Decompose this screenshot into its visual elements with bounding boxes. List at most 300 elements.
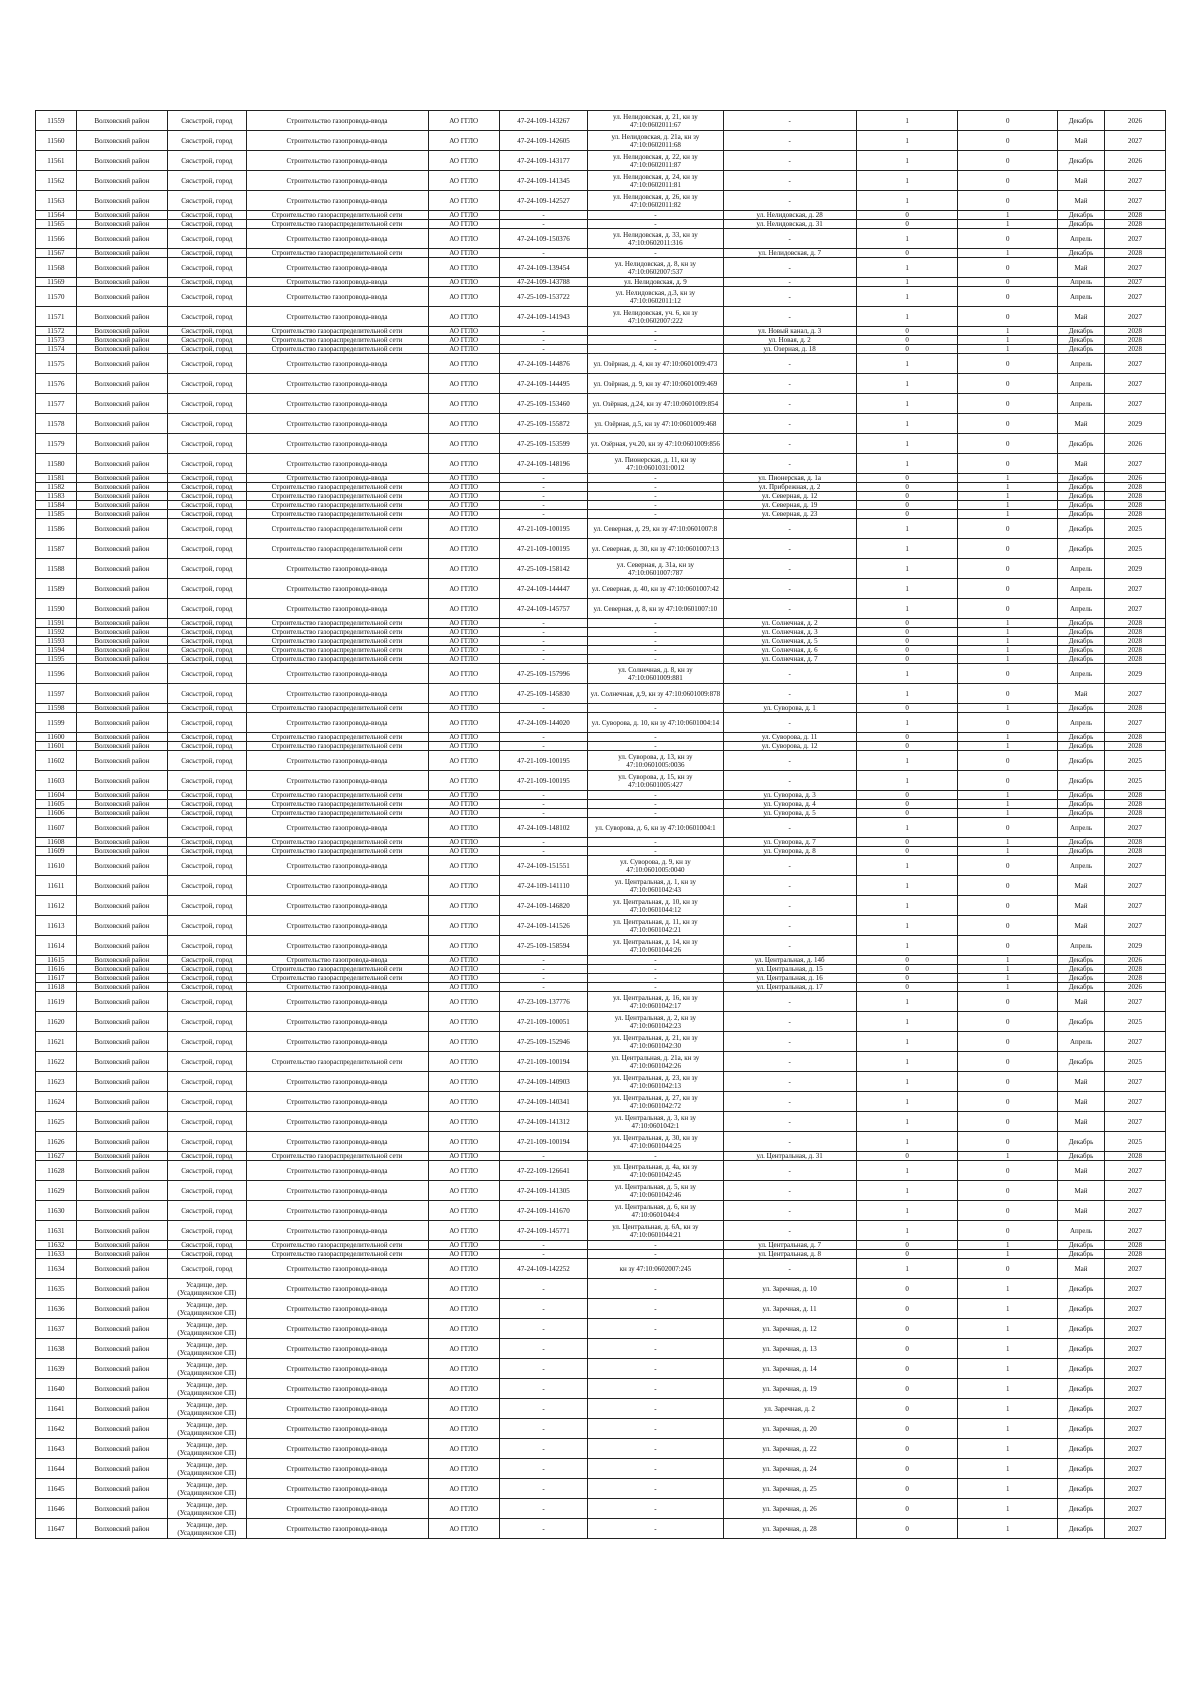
address-cell: - bbox=[723, 1072, 856, 1092]
application-number-cell: - bbox=[499, 327, 587, 336]
settlement-cell: Сясьстрой, город bbox=[168, 211, 246, 220]
year-cell: 2028 bbox=[1104, 800, 1165, 809]
month-cell: Декабрь bbox=[1058, 1012, 1105, 1032]
work-type-cell: Строительство газопровода-ввода bbox=[246, 1032, 428, 1052]
district-cell: Волховский район bbox=[76, 354, 168, 374]
year-cell: 2027 bbox=[1104, 1359, 1165, 1379]
work-type-cell: Строительство газопровода-ввода bbox=[246, 354, 428, 374]
application-number-cell: - bbox=[499, 211, 587, 220]
month-cell: Апрель bbox=[1058, 229, 1105, 249]
work-type-cell: Строительство газопровода-ввода bbox=[246, 1299, 428, 1319]
organization-cell: АО ГГЛО bbox=[428, 809, 499, 818]
address-cell: - bbox=[723, 1221, 856, 1241]
address-cadastral-cell: - bbox=[588, 220, 723, 229]
month-cell: Декабрь bbox=[1058, 474, 1105, 483]
district-cell: Волховский район bbox=[76, 1241, 168, 1250]
address-cell: ул. Суворова, д. 4 bbox=[723, 800, 856, 809]
settlement-cell: Сясьстрой, город bbox=[168, 220, 246, 229]
settlement-cell: Сясьстрой, город bbox=[168, 483, 246, 492]
address-cell: ул. Солнечная, д. 6 bbox=[723, 646, 856, 655]
address-cell: ул. Солнечная, д. 7 bbox=[723, 655, 856, 664]
organization-cell: АО ГГЛО bbox=[428, 1419, 499, 1439]
count-network-cell: 1 bbox=[958, 492, 1058, 501]
work-type-cell: Строительство газопровода-ввода bbox=[246, 307, 428, 327]
count-network-cell: 1 bbox=[958, 838, 1058, 847]
month-cell: Апрель bbox=[1058, 287, 1105, 307]
settlement-cell: Сясьстрой, город bbox=[168, 1250, 246, 1259]
address-cadastral-cell: ул. Озёрная, д.5, кн зу 47:10:0601009:468 bbox=[588, 414, 723, 434]
count-inputs-cell: 0 bbox=[856, 655, 958, 664]
organization-cell: АО ГГЛО bbox=[428, 1152, 499, 1161]
district-cell: Волховский район bbox=[76, 1299, 168, 1319]
year-cell: 2027 bbox=[1104, 307, 1165, 327]
address-cell: ул. Центральная, д. 15 bbox=[723, 965, 856, 974]
month-cell: Апрель bbox=[1058, 818, 1105, 838]
month-cell: Май bbox=[1058, 307, 1105, 327]
count-network-cell: 1 bbox=[958, 249, 1058, 258]
organization-cell: АО ГГЛО bbox=[428, 474, 499, 483]
row-number-cell: 11629 bbox=[36, 1181, 77, 1201]
work-type-cell: Строительство газопровода-ввода bbox=[246, 111, 428, 131]
table-row bbox=[36, 974, 1166, 983]
row-number-cell: 11599 bbox=[36, 713, 77, 733]
application-number-cell: - bbox=[499, 1419, 587, 1439]
count-network-cell: 1 bbox=[958, 1479, 1058, 1499]
year-cell: 2029 bbox=[1104, 664, 1165, 684]
year-cell: 2027 bbox=[1104, 1181, 1165, 1201]
month-cell: Декабрь bbox=[1058, 345, 1105, 354]
application-number-cell: - bbox=[499, 619, 587, 628]
address-cell: ул. Заречная, д. 19 bbox=[723, 1379, 856, 1399]
district-cell: Волховский район bbox=[76, 1479, 168, 1499]
organization-cell: АО ГГЛО bbox=[428, 211, 499, 220]
year-cell: 2028 bbox=[1104, 704, 1165, 713]
settlement-cell: Усадище, дер. (Усадищенское СП) bbox=[168, 1359, 246, 1379]
district-cell: Волховский район bbox=[76, 327, 168, 336]
table-row bbox=[36, 713, 1166, 733]
district-cell: Волховский район bbox=[76, 771, 168, 791]
address-cell: ул. Заречная, д. 11 bbox=[723, 1299, 856, 1319]
address-cadastral-cell: - bbox=[588, 1379, 723, 1399]
year-cell: 2028 bbox=[1104, 483, 1165, 492]
application-number-cell: 47-24-109-141110 bbox=[499, 876, 587, 896]
table-row bbox=[36, 1379, 1166, 1399]
address-cell: - bbox=[723, 992, 856, 1012]
work-type-cell: Строительство газопровода-ввода bbox=[246, 1221, 428, 1241]
address-cell: ул. Суворова, д. 1 bbox=[723, 704, 856, 713]
organization-cell: АО ГГЛО bbox=[428, 539, 499, 559]
work-type-cell: Строительство газопровода-ввода bbox=[246, 818, 428, 838]
settlement-cell: Сясьстрой, город bbox=[168, 414, 246, 434]
address-cell: ул. Нелидовская, д. 7 bbox=[723, 249, 856, 258]
row-number-cell: 11573 bbox=[36, 336, 77, 345]
year-cell: 2028 bbox=[1104, 655, 1165, 664]
count-inputs-cell: 0 bbox=[856, 1379, 958, 1399]
count-inputs-cell: 0 bbox=[856, 1479, 958, 1499]
count-inputs-cell: 0 bbox=[856, 510, 958, 519]
year-cell: 2027 bbox=[1104, 278, 1165, 287]
settlement-cell: Сясьстрой, город bbox=[168, 579, 246, 599]
application-number-cell: 47-24-109-144495 bbox=[499, 374, 587, 394]
application-number-cell: - bbox=[499, 704, 587, 713]
organization-cell: АО ГГЛО bbox=[428, 229, 499, 249]
table-row bbox=[36, 539, 1166, 559]
organization-cell: АО ГГЛО bbox=[428, 1132, 499, 1152]
row-number-cell: 11586 bbox=[36, 519, 77, 539]
organization-cell: АО ГГЛО bbox=[428, 619, 499, 628]
row-number-cell: 11596 bbox=[36, 664, 77, 684]
row-number-cell: 11600 bbox=[36, 733, 77, 742]
table-row bbox=[36, 1112, 1166, 1132]
count-network-cell: 1 bbox=[958, 510, 1058, 519]
application-number-cell: 47-24-109-140903 bbox=[499, 1072, 587, 1092]
month-cell: Декабрь bbox=[1058, 983, 1105, 992]
organization-cell: АО ГГЛО bbox=[428, 628, 499, 637]
work-type-cell: Строительство газопровода-ввода bbox=[246, 983, 428, 992]
table-row bbox=[36, 1161, 1166, 1181]
month-cell: Май bbox=[1058, 1112, 1105, 1132]
count-network-cell: 1 bbox=[958, 1241, 1058, 1250]
address-cadastral-cell: ул. Нелидовская, д. 22, кн зу 47:10:0602011:87 bbox=[588, 151, 723, 171]
district-cell: Волховский район bbox=[76, 1032, 168, 1052]
district-cell: Волховский район bbox=[76, 249, 168, 258]
district-cell: Волховский район bbox=[76, 539, 168, 559]
year-cell: 2027 bbox=[1104, 896, 1165, 916]
row-number-cell: 11589 bbox=[36, 579, 77, 599]
year-cell: 2028 bbox=[1104, 619, 1165, 628]
row-number-cell: 11563 bbox=[36, 191, 77, 211]
table-row bbox=[36, 1052, 1166, 1072]
table-row bbox=[36, 111, 1166, 131]
organization-cell: АО ГГЛО bbox=[428, 171, 499, 191]
count-network-cell: 1 bbox=[958, 983, 1058, 992]
work-type-cell: Строительство газораспределительной сети bbox=[246, 637, 428, 646]
month-cell: Май bbox=[1058, 1259, 1105, 1279]
settlement-cell: Сясьстрой, город bbox=[168, 1032, 246, 1052]
count-inputs-cell: 0 bbox=[856, 628, 958, 637]
address-cadastral-cell: - bbox=[588, 492, 723, 501]
count-inputs-cell: 1 bbox=[856, 856, 958, 876]
table-row bbox=[36, 655, 1166, 664]
count-inputs-cell: 1 bbox=[856, 896, 958, 916]
row-number-cell: 11632 bbox=[36, 1241, 77, 1250]
district-cell: Волховский район bbox=[76, 1319, 168, 1339]
row-number-cell: 11618 bbox=[36, 983, 77, 992]
month-cell: Апрель bbox=[1058, 664, 1105, 684]
table-row bbox=[36, 704, 1166, 713]
count-network-cell: 0 bbox=[958, 394, 1058, 414]
row-number-cell: 11566 bbox=[36, 229, 77, 249]
organization-cell: АО ГГЛО bbox=[428, 713, 499, 733]
district-cell: Волховский район bbox=[76, 474, 168, 483]
district-cell: Волховский район bbox=[76, 791, 168, 800]
table-row bbox=[36, 519, 1166, 539]
year-cell: 2027 bbox=[1104, 1221, 1165, 1241]
count-network-cell: 1 bbox=[958, 637, 1058, 646]
month-cell: Декабрь bbox=[1058, 492, 1105, 501]
count-inputs-cell: 1 bbox=[856, 1181, 958, 1201]
count-inputs-cell: 0 bbox=[856, 619, 958, 628]
address-cell: - bbox=[723, 519, 856, 539]
table-row bbox=[36, 1032, 1166, 1052]
district-cell: Волховский район bbox=[76, 492, 168, 501]
table-row bbox=[36, 354, 1166, 374]
application-number-cell: - bbox=[499, 249, 587, 258]
application-number-cell: - bbox=[499, 1399, 587, 1419]
address-cell: - bbox=[723, 394, 856, 414]
settlement-cell: Сясьстрой, город bbox=[168, 307, 246, 327]
year-cell: 2027 bbox=[1104, 454, 1165, 474]
address-cell: - bbox=[723, 229, 856, 249]
application-number-cell: 47-25-109-153460 bbox=[499, 394, 587, 414]
row-number-cell: 11626 bbox=[36, 1132, 77, 1152]
count-inputs-cell: 0 bbox=[856, 211, 958, 220]
settlement-cell: Сясьстрой, город bbox=[168, 336, 246, 345]
district-cell: Волховский район bbox=[76, 287, 168, 307]
settlement-cell: Сясьстрой, город bbox=[168, 454, 246, 474]
table-row bbox=[36, 1152, 1166, 1161]
application-number-cell: 47-23-109-137776 bbox=[499, 992, 587, 1012]
settlement-cell: Сясьстрой, город bbox=[168, 809, 246, 818]
month-cell: Декабрь bbox=[1058, 742, 1105, 751]
count-network-cell: 1 bbox=[958, 483, 1058, 492]
count-network-cell: 0 bbox=[958, 307, 1058, 327]
address-cadastral-cell: ул. Центральная, д. 6, кн зу 47:10:0601044:4 bbox=[588, 1201, 723, 1221]
district-cell: Волховский район bbox=[76, 131, 168, 151]
organization-cell: АО ГГЛО bbox=[428, 1479, 499, 1499]
month-cell: Декабрь bbox=[1058, 539, 1105, 559]
district-cell: Волховский район bbox=[76, 1379, 168, 1399]
address-cadastral-cell: - bbox=[588, 1339, 723, 1359]
organization-cell: АО ГГЛО bbox=[428, 354, 499, 374]
application-number-cell: 47-24-109-148196 bbox=[499, 454, 587, 474]
month-cell: Декабрь bbox=[1058, 1419, 1105, 1439]
settlement-cell: Сясьстрой, город bbox=[168, 704, 246, 713]
month-cell: Май bbox=[1058, 1092, 1105, 1112]
application-number-cell: 47-21-109-100194 bbox=[499, 1052, 587, 1072]
table-row bbox=[36, 992, 1166, 1012]
count-inputs-cell: 0 bbox=[856, 965, 958, 974]
count-inputs-cell: 1 bbox=[856, 434, 958, 454]
year-cell: 2028 bbox=[1104, 510, 1165, 519]
address-cell: ул. Пионерская, д. 1а bbox=[723, 474, 856, 483]
organization-cell: АО ГГЛО bbox=[428, 519, 499, 539]
count-inputs-cell: 1 bbox=[856, 579, 958, 599]
district-cell: Волховский район bbox=[76, 637, 168, 646]
settlement-cell: Сясьстрой, город bbox=[168, 394, 246, 414]
count-inputs-cell: 0 bbox=[856, 1359, 958, 1379]
row-number-cell: 11607 bbox=[36, 818, 77, 838]
year-cell: 2025 bbox=[1104, 1132, 1165, 1152]
year-cell: 2027 bbox=[1104, 1072, 1165, 1092]
count-network-cell: 0 bbox=[958, 876, 1058, 896]
address-cell: - bbox=[723, 684, 856, 704]
year-cell: 2028 bbox=[1104, 1250, 1165, 1259]
count-network-cell: 1 bbox=[958, 1250, 1058, 1259]
count-network-cell: 1 bbox=[958, 1339, 1058, 1359]
district-cell: Волховский район bbox=[76, 229, 168, 249]
application-number-cell: - bbox=[499, 965, 587, 974]
district-cell: Волховский район bbox=[76, 713, 168, 733]
count-inputs-cell: 0 bbox=[856, 646, 958, 655]
address-cell: ул. Заречная, д. 28 bbox=[723, 1519, 856, 1539]
application-number-cell: 47-25-109-145830 bbox=[499, 684, 587, 704]
settlement-cell: Усадище, дер. (Усадищенское СП) bbox=[168, 1459, 246, 1479]
application-number-cell: 47-21-109-100195 bbox=[499, 751, 587, 771]
organization-cell: АО ГГЛО bbox=[428, 751, 499, 771]
address-cadastral-cell: ул. Центральная, д. 23, кн зу 47:10:0601042:13 bbox=[588, 1072, 723, 1092]
work-type-cell: Строительство газораспределительной сети bbox=[246, 646, 428, 655]
count-inputs-cell: 1 bbox=[856, 992, 958, 1012]
work-type-cell: Строительство газопровода-ввода bbox=[246, 1339, 428, 1359]
month-cell: Декабрь bbox=[1058, 1459, 1105, 1479]
district-cell: Волховский район bbox=[76, 559, 168, 579]
address-cell: ул. Северная, д. 12 bbox=[723, 492, 856, 501]
address-cell: ул. Центральная, д. 14б bbox=[723, 956, 856, 965]
count-inputs-cell: 0 bbox=[856, 974, 958, 983]
row-number-cell: 11639 bbox=[36, 1359, 77, 1379]
work-type-cell: Строительство газопровода-ввода bbox=[246, 1132, 428, 1152]
work-type-cell: Строительство газопровода-ввода bbox=[246, 1499, 428, 1519]
settlement-cell: Сясьстрой, город bbox=[168, 345, 246, 354]
organization-cell: АО ГГЛО bbox=[428, 936, 499, 956]
district-cell: Волховский район bbox=[76, 599, 168, 619]
table-row bbox=[36, 646, 1166, 655]
settlement-cell: Сясьстрой, город bbox=[168, 965, 246, 974]
address-cadastral-cell: - bbox=[588, 637, 723, 646]
organization-cell: АО ГГЛО bbox=[428, 1112, 499, 1132]
count-network-cell: 0 bbox=[958, 1161, 1058, 1181]
count-inputs-cell: 0 bbox=[856, 838, 958, 847]
work-type-cell: Строительство газопровода-ввода bbox=[246, 1479, 428, 1499]
work-type-cell: Строительство газораспределительной сети bbox=[246, 655, 428, 664]
address-cell: - bbox=[723, 354, 856, 374]
count-network-cell: 1 bbox=[958, 974, 1058, 983]
count-network-cell: 0 bbox=[958, 1181, 1058, 1201]
count-network-cell: 1 bbox=[958, 1399, 1058, 1419]
settlement-cell: Сясьстрой, город bbox=[168, 501, 246, 510]
application-number-cell: 47-24-109-141345 bbox=[499, 171, 587, 191]
count-network-cell: 1 bbox=[958, 704, 1058, 713]
table-row bbox=[36, 1201, 1166, 1221]
organization-cell: АО ГГЛО bbox=[428, 1339, 499, 1359]
work-type-cell: Строительство газопровода-ввода bbox=[246, 287, 428, 307]
work-type-cell: Строительство газораспределительной сети bbox=[246, 483, 428, 492]
address-cadastral-cell: - bbox=[588, 956, 723, 965]
count-inputs-cell: 1 bbox=[856, 1201, 958, 1221]
settlement-cell: Сясьстрой, город bbox=[168, 1132, 246, 1152]
settlement-cell: Сясьстрой, город bbox=[168, 171, 246, 191]
month-cell: Декабрь bbox=[1058, 809, 1105, 818]
organization-cell: АО ГГЛО bbox=[428, 191, 499, 211]
application-number-cell: 47-24-109-141526 bbox=[499, 916, 587, 936]
row-number-cell: 11642 bbox=[36, 1419, 77, 1439]
month-cell: Декабрь bbox=[1058, 1250, 1105, 1259]
district-cell: Волховский район bbox=[76, 1439, 168, 1459]
settlement-cell: Сясьстрой, город bbox=[168, 791, 246, 800]
table-row bbox=[36, 1259, 1166, 1279]
address-cell: - bbox=[723, 434, 856, 454]
settlement-cell: Сясьстрой, город bbox=[168, 751, 246, 771]
table-row bbox=[36, 791, 1166, 800]
organization-cell: АО ГГЛО bbox=[428, 876, 499, 896]
address-cell: ул. Прибрежная, д. 2 bbox=[723, 483, 856, 492]
count-network-cell: 0 bbox=[958, 751, 1058, 771]
application-number-cell: 47-25-109-155872 bbox=[499, 414, 587, 434]
address-cadastral-cell: ул. Суворова, д. 6, кн зу 47:10:0601004:1 bbox=[588, 818, 723, 838]
count-network-cell: 1 bbox=[958, 733, 1058, 742]
address-cadastral-cell: - bbox=[588, 1250, 723, 1259]
table-row bbox=[36, 751, 1166, 771]
address-cadastral-cell: - bbox=[588, 345, 723, 354]
table-row bbox=[36, 1339, 1166, 1359]
month-cell: Декабрь bbox=[1058, 619, 1105, 628]
application-number-cell: 47-24-109-145757 bbox=[499, 599, 587, 619]
count-inputs-cell: 1 bbox=[856, 229, 958, 249]
organization-cell: АО ГГЛО bbox=[428, 220, 499, 229]
district-cell: Волховский район bbox=[76, 809, 168, 818]
year-cell: 2025 bbox=[1104, 519, 1165, 539]
organization-cell: АО ГГЛО bbox=[428, 684, 499, 704]
count-network-cell: 0 bbox=[958, 896, 1058, 916]
count-inputs-cell: 1 bbox=[856, 539, 958, 559]
address-cell: - bbox=[723, 151, 856, 171]
row-number-cell: 11604 bbox=[36, 791, 77, 800]
address-cadastral-cell: ул. Центральная, д. 21а, кн зу 47:10:0601042:26 bbox=[588, 1052, 723, 1072]
row-number-cell: 11628 bbox=[36, 1161, 77, 1181]
count-inputs-cell: 0 bbox=[856, 483, 958, 492]
application-number-cell: 47-22-109-126641 bbox=[499, 1161, 587, 1181]
table-row bbox=[36, 434, 1166, 454]
address-cadastral-cell: - bbox=[588, 1319, 723, 1339]
settlement-cell: Сясьстрой, город bbox=[168, 655, 246, 664]
year-cell: 2029 bbox=[1104, 936, 1165, 956]
row-number-cell: 11636 bbox=[36, 1299, 77, 1319]
address-cell: ул. Заречная, д. 22 bbox=[723, 1439, 856, 1459]
count-network-cell: 0 bbox=[958, 1259, 1058, 1279]
address-cell: - bbox=[723, 111, 856, 131]
work-type-cell: Строительство газопровода-ввода bbox=[246, 992, 428, 1012]
row-number-cell: 11634 bbox=[36, 1259, 77, 1279]
row-number-cell: 11568 bbox=[36, 258, 77, 278]
district-cell: Волховский район bbox=[76, 896, 168, 916]
district-cell: Волховский район bbox=[76, 454, 168, 474]
year-cell: 2028 bbox=[1104, 1152, 1165, 1161]
address-cell: - bbox=[723, 454, 856, 474]
count-inputs-cell: 0 bbox=[856, 501, 958, 510]
district-cell: Волховский район bbox=[76, 111, 168, 131]
district-cell: Волховский район bbox=[76, 211, 168, 220]
application-number-cell: 47-24-109-144447 bbox=[499, 579, 587, 599]
year-cell: 2026 bbox=[1104, 151, 1165, 171]
year-cell: 2028 bbox=[1104, 791, 1165, 800]
count-inputs-cell: 0 bbox=[856, 345, 958, 354]
work-type-cell: Строительство газопровода-ввода bbox=[246, 1519, 428, 1539]
district-cell: Волховский район bbox=[76, 751, 168, 771]
organization-cell: АО ГГЛО bbox=[428, 1012, 499, 1032]
month-cell: Декабрь bbox=[1058, 327, 1105, 336]
year-cell: 2026 bbox=[1104, 474, 1165, 483]
organization-cell: АО ГГЛО bbox=[428, 599, 499, 619]
work-type-cell: Строительство газораспределительной сети bbox=[246, 838, 428, 847]
district-cell: Волховский район bbox=[76, 1339, 168, 1359]
district-cell: Волховский район bbox=[76, 1161, 168, 1181]
application-number-cell: - bbox=[499, 646, 587, 655]
work-type-cell: Строительство газопровода-ввода bbox=[246, 474, 428, 483]
work-type-cell: Строительство газопровода-ввода bbox=[246, 896, 428, 916]
table-row bbox=[36, 151, 1166, 171]
row-number-cell: 11608 bbox=[36, 838, 77, 847]
